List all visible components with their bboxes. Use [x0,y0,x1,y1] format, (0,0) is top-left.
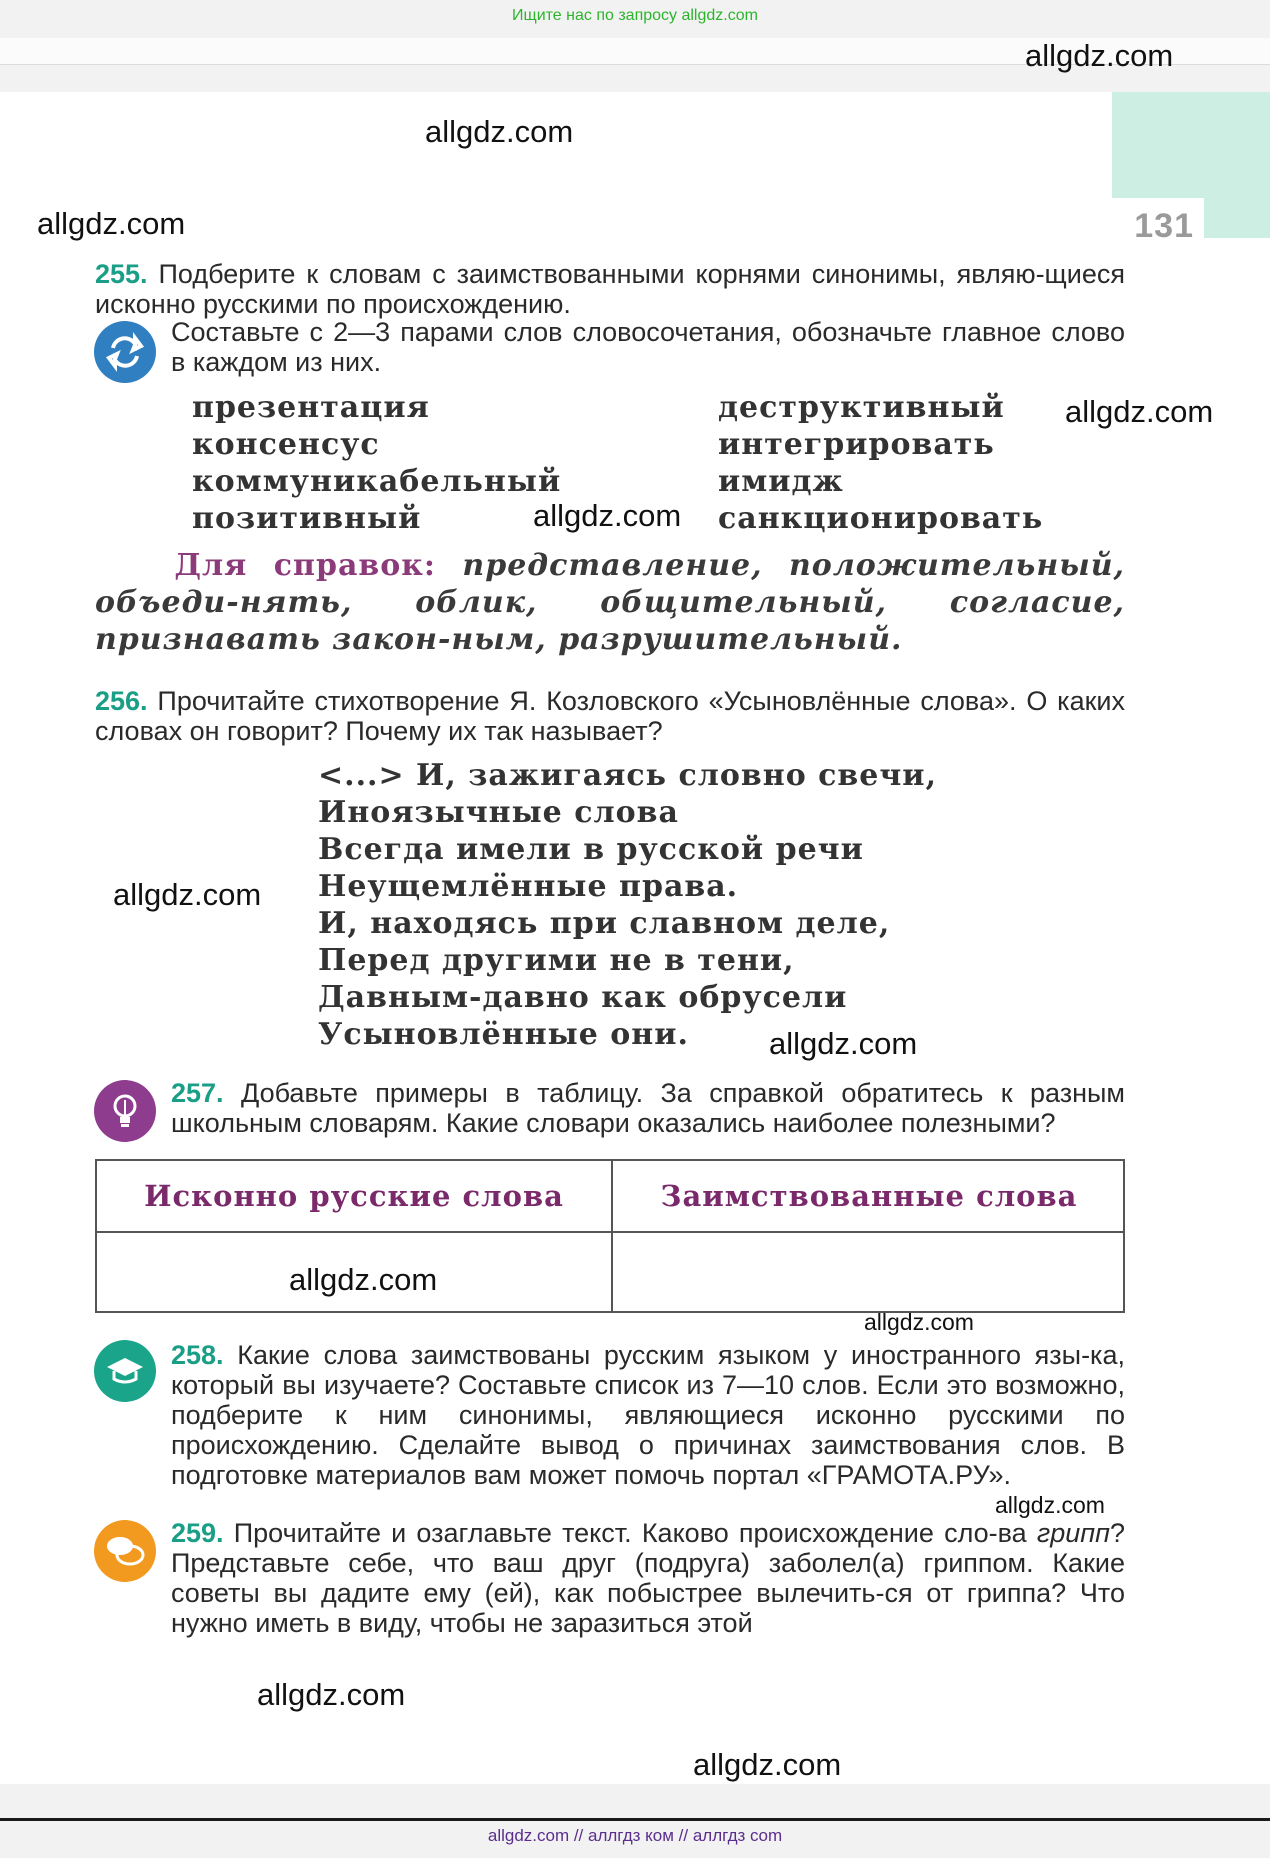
reference-text: представление, положительный, объеди-нять, облик, общительный, согласие, признавать закон-ным, разрушительный. [95,548,1126,657]
exercise-number: 258. [171,1340,224,1370]
table-header-borrowed: Заимствованные слова [660,1179,1078,1213]
exercise-258-text [171,1340,1125,1490]
watermark: allgdz.com [289,1262,438,1297]
list-item: санкционировать [718,501,1044,536]
table-divider [97,1231,1123,1233]
exercise-number: 256. [95,686,148,716]
exercise-255-text [95,259,1125,319]
exercise-257-text [171,1078,1125,1138]
exercise-259-instruction-cont: ? Представьте себе, что ваш друг (подруга) заболел(а) гриппом. Какие советы вы дадите ему (ей), как побыстрее вылечить-ся от гриппа? Что нужно иметь в виду, чтобы не заразиться этой [171,1518,1125,1638]
bottom-banner[interactable]: allgdz.com // аллгдз ком // аллгдз com [487,1826,783,1845]
reference-label: Для справок: [174,548,436,583]
reference-words [95,547,1125,658]
exercise-259-text [171,1518,1125,1638]
watermark: allgdz.com [769,1026,918,1061]
poem-line: Неущемлённые права. [318,869,739,904]
word-list-borrowed-2 [718,389,1043,537]
chat-bubbles-icon [94,1520,156,1582]
list-item: консенсус [192,427,380,462]
bottom-strip [0,1784,1270,1818]
exercise-number: 257. [171,1078,224,1108]
watermark: allgdz.com [533,498,682,533]
watermark: allgdz.com [995,1492,1105,1518]
watermark: allgdz.com [257,1677,406,1712]
watermark: allgdz.com [425,114,574,149]
pair-work-icon [94,321,156,383]
exercise-number: 255. [95,259,148,289]
poem-line: Усыновлённые они. [318,1017,689,1052]
poem-line: И, находясь при славном деле, [318,906,891,941]
list-item: коммуникабельный [192,464,562,499]
poem-line: <...> И, зажигаясь словно свечи, [318,758,938,793]
list-item: позитивный [192,501,422,536]
watermark: allgdz.com [1065,394,1214,429]
word-list-borrowed [192,389,561,537]
top-banner[interactable]: Ищите нас по запросу allgdz.com [512,7,758,24]
table-divider [611,1161,613,1311]
table-header-native: Исконно русские слова [144,1179,564,1213]
italic-word: грипп [1036,1518,1110,1548]
poem-line: Перед другими не в тени, [318,943,795,978]
bottom-divider [0,1818,1270,1821]
list-item: интегрировать [718,427,995,462]
poem-line: Давным-давно как обрусели [318,980,848,1015]
list-item: имидж [718,464,844,499]
list-item: презентация [192,390,430,425]
watermark: allgdz.com [864,1309,974,1335]
page-number: 131 [1134,207,1194,245]
exercise-255-instruction: Подберите к словам с заимствованными корнями синонимы, являю-щиеся исконно русскими по происхождению. [95,259,1125,319]
exercise-259-instruction: Прочитайте и озаглавьте текст. Каково происхождение сло-ва [233,1518,1037,1548]
exercise-255-task: Составьте с 2—3 парами слов словосочетания, обозначьте главное слово в каждом из них. [171,317,1125,377]
watermark: allgdz.com [37,206,186,241]
poem-line: Иноязычные слова [318,795,679,830]
watermark: allgdz.com [113,877,262,912]
list-item: деструктивный [718,390,1005,425]
poem-line: Всегда имели в русской речи [318,832,864,867]
graduation-cap-icon [94,1340,156,1402]
exercise-258-instruction: Какие слова заимствованы русским языком у иностранного язы-ка, который вы изучаете? Составьте список из 7—10 слов. Если это возможно, подберите к ним синонимы, являющиеся исконно русскими по происхождению. Сделайте вывод о причинах заимствования слов. В подготовке материалов вам может помочь портал «ГРАМОТА.РУ». [171,1340,1125,1490]
word-table [95,1159,1125,1313]
lightbulb-icon [94,1080,156,1142]
watermark: allgdz.com [1025,38,1174,73]
watermark: allgdz.com [693,1747,842,1782]
exercise-257-instruction: Добавьте примеры в таблицу. За справкой обратитесь к разным школьным словарям. Какие словари оказались наиболее полезными? [171,1078,1125,1138]
exercise-256-instruction: Прочитайте стихотворение Я. Козловского «Усыновлённые слова». О каких словах он говорит? Почему их так называет? [95,686,1125,746]
poem [318,757,937,1053]
exercise-number: 259. [171,1518,224,1548]
exercise-256-text [95,686,1125,746]
